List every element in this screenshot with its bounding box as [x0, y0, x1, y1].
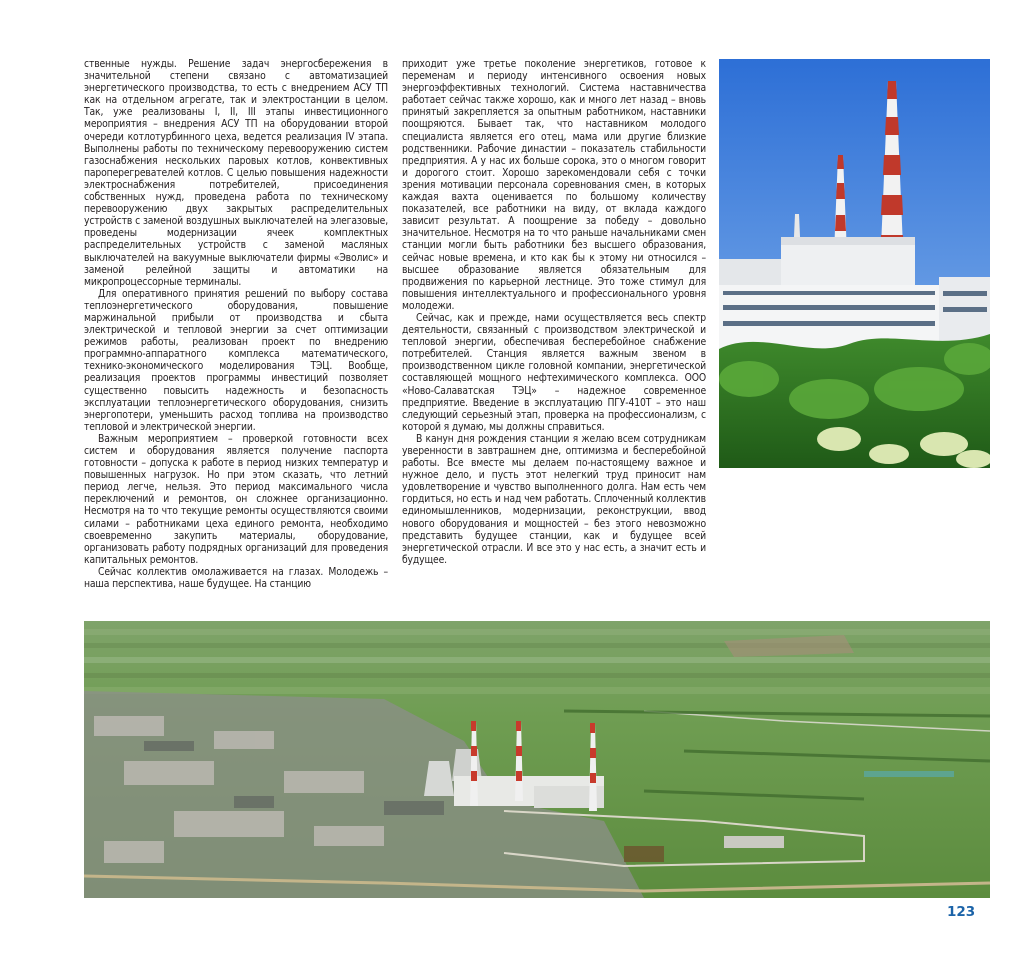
page-number: 123 [947, 904, 976, 920]
paragraph: ственные нужды. Решение задач энергосбережения в значительной степени связано с автоматизацией энергетического производства, то есть с внедрением АСУ ТП как на отдельном агрегате, так и электростанции в целом. Так, уже реализованы I, II, III этапы инвестиционного мероприятия – внедрения АСУ ТП на оборудовании второй очереди котлотурбинного цеха, ведется реализация IV этапа. Выполнены работы по техническому перевооружению систем газоснабжения нескольких паровых котлов, конвективных пароперегревателей котлов. С целью повышения надежности электроснабжения потребителей, присоединения собственных нужд, проведена работа по техническому перевооружению двух закрытых распределительных устройств с заменой воздушных выключателей на элегазовые, проведены модернизации ячеек комплектных распределительных устройств с заменой масляных выключателей на вакуумные выключатели фирмы «Эволис» и заменой релейной защиты и автоматики на микропроцессорные терминалы. [84, 58, 388, 288]
paragraph: Сейчас коллектив омолаживается на глазах. Молодежь – наша перспектива, наше будущее. На станцию [84, 565, 388, 591]
aerial-industrial-site-photo [84, 621, 990, 898]
paragraph: приходит уже третье поколение энергетиков, готовое к переменам и периоду интенсивного освоения новых энергоэффективных технологий. Система наставничества работает сейчас также хорошо, как и много лет назад – вновь принятый закрепляется за опытным работником, наставники поощряются. Бывает так, что наставником молодого специалиста является его отец, мама или другие близкие родственники. Рабочие династии – показатель стабильности предприятия. А у нас их больше сорока, это о многом говорит и дорогого стоит. Хорошо зарекомендовали себя с точки зрения мотивации персонала соревнования смен, в которых каждая вахта оценивается по большому количеству показателей, все работники на виду, от вклада каждого зависит результат. А поощрение за победу – довольно значительное. Несмотря на то что раньше начальниками смен станции могли быть работники без высшего образования, сейчас новые времена, и кто как бы к этому ни относился – высшее образование является обязательным для продвижения по карьерной лестнице. Это тоже стимул для повышения интеллектуального и профессионального уровня молодежи. [402, 58, 706, 312]
paragraph: В канун дня рождения станции я желаю всем сотрудникам уверенности в завтрашнем дне, оптимизма и бесперебойной работы. Все вместе мы делаем по-настоящему важное и нужное дело, и пусть этот нелегкий труд приносит нам удовлетворение и чувство выполненного долга. Нам есть чем гордиться, но есть и над чем работать. Сплоченный коллектив единомышленников, модернизации, реконструкции, ввод нового оборудования и мощностей – без этого невозможно представить будущее станции, как и будущее всей энергетической отрасли. И все это у нас есть, а значит есть и будущее. [402, 432, 706, 566]
paragraph: Для оперативного принятия решений по выбору состава теплоэнергетического оборудования, повышение маржинальной прибыли от производства и сбыта электрической и тепловой энергии за счет оптимизации режимов работы, реализован проект по внедрению программно-аппаратного комплекса математического, технико-экономического моделирования ТЭЦ. Вообще, реализация проектов программы инвестиций позволяет существенно повысить надежность и безопасность эксплуатации теплоэнергетического оборудования, снизить энергопотери, уменьшить расход топлива на производство тепловой и электрической энергии. [84, 287, 388, 433]
paragraph: Сейчас, как и прежде, нами осуществляется весь спектр деятельности, связанный с производством электрической и тепловой энергии, обеспечивая бесперебойное снабжение потребителей. Станция является важным звеном в производственном цикле головной компании, энергетической составляющей мощного нефтехимического комплекса. ООО «Ново-Салаватская ТЭЦ» – надежное современное предприятие. Введение в эксплуатацию ПГУ-410Т – это наш следующий серьезный этап, проверка на профессионализм, с которой я думаю, мы должны справиться. [402, 311, 706, 433]
power-plant-chimneys-photo [719, 59, 990, 468]
paragraph: Важным мероприятием – проверкой готовности всех систем и оборудования является получение паспорта готовности – допуска к работе в период низких температур и повышенных нагрузок. Но при этом сказать, что летний период легче, нельзя. Это период максимального числа переключений и ремонтов, он сложнее организационно. Несмотря на то что текущие ремонты осуществляются своими силами – работниками цеха единого ремонта, необходимо своевременно закупить материалы, оборудование, организовать работу подрядных организаций для проведения капитальных ремонтов. [84, 432, 388, 566]
text-column-middle [402, 58, 706, 566]
text-column-left [84, 58, 388, 590]
